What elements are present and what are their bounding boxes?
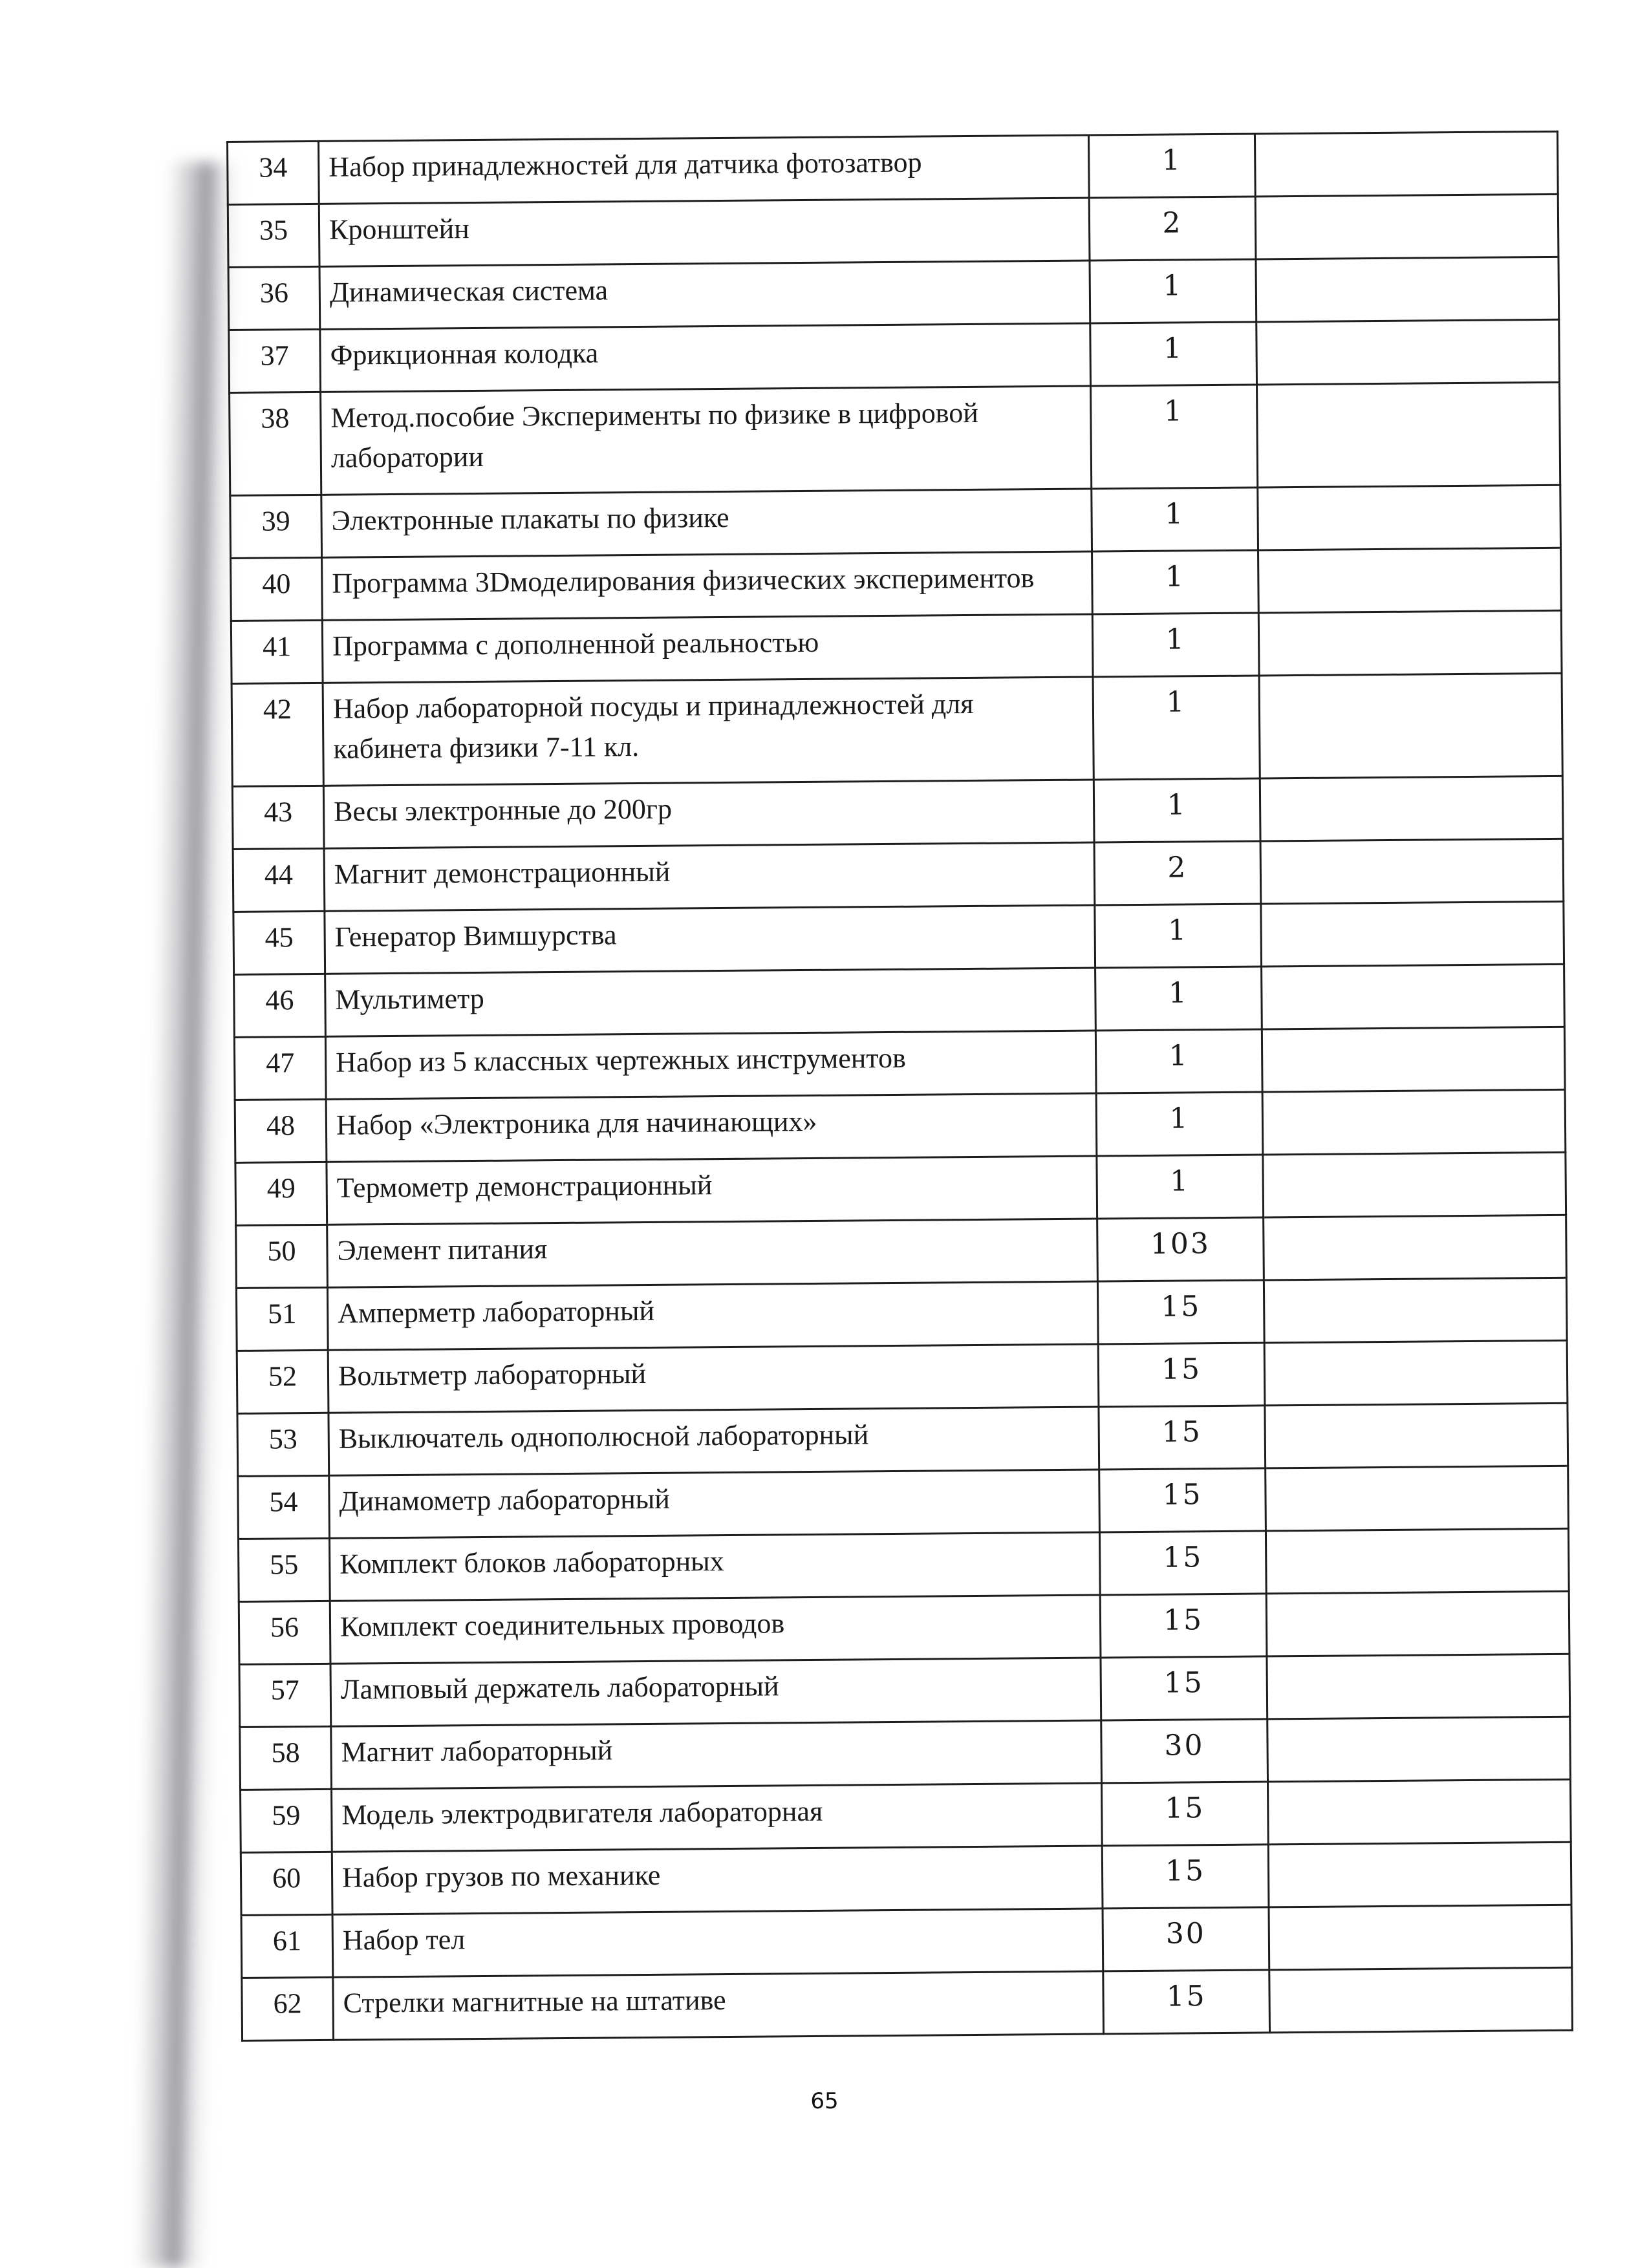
row-number-cell: 56 [239,1601,330,1664]
item-name-cell: Программа 3Dмоделирования физических экспериментов [322,551,1093,620]
row-number-cell: 40 [231,557,323,621]
table-row [229,319,1560,392]
table-row [230,382,1560,495]
note-cell [1260,839,1564,904]
quantity-cell: 1 [1090,259,1256,323]
note-cell [1259,673,1562,778]
item-name-cell: Ламповый держатель лабораторный [330,1658,1101,1726]
item-name-cell: Модель электродвигателя лабораторная [332,1783,1103,1852]
quantity-cell: 2 [1094,841,1261,905]
row-number-cell: 57 [239,1664,331,1727]
item-name-cell: Магнит демонстрационный [324,842,1095,911]
item-name-cell: Генератор Вимшурства [325,905,1095,974]
quantity-cell: 1 [1096,1092,1263,1156]
item-name-cell: Элемент питания [327,1219,1098,1287]
table-row [242,1967,1573,2040]
quantity-cell: 30 [1103,1907,1269,1971]
row-number-cell: 62 [242,1977,334,2040]
table-row [231,610,1562,683]
quantity-cell: 15 [1099,1468,1266,1532]
item-name-cell: Набор лабораторной посуды и принадлежностей для кабинета физики 7-11 кл. [323,677,1094,786]
quantity-cell: 103 [1097,1217,1264,1281]
quantity-cell: 15 [1099,1531,1266,1595]
item-name-cell: Электронные плакаты по физике [321,489,1092,557]
note-cell [1264,1340,1568,1406]
note-cell [1258,610,1562,676]
row-number-cell: 42 [232,683,323,786]
table-row [239,1654,1570,1727]
item-name-cell: Метод.пособие Эксперименты по физике в цифровой лаборатории [321,386,1092,495]
table-row [230,485,1561,558]
note-cell [1267,1654,1570,1719]
row-number-cell: 35 [228,204,319,267]
item-name-cell: Вольтметр лабораторный [328,1344,1099,1413]
item-name-cell: Весы электронные до 200гр [323,780,1094,848]
table-row [240,1717,1571,1790]
item-name-cell: Выключатель однополюсной лабораторный [329,1407,1099,1475]
table-row [233,839,1564,912]
row-number-cell: 51 [236,1287,328,1351]
row-number-cell: 61 [241,1914,333,1978]
item-name-cell: Магнит лабораторный [331,1720,1102,1789]
quantity-cell: 1 [1095,904,1262,968]
table-row [232,673,1562,786]
table-row [228,257,1559,330]
quantity-cell: 1 [1092,613,1259,677]
note-cell [1269,1967,1573,2033]
note-cell [1255,194,1558,259]
quantity-cell: 15 [1101,1782,1268,1846]
note-cell [1268,1842,1571,1907]
quantity-cell: 1 [1097,1155,1264,1219]
row-number-cell: 36 [228,266,320,330]
table-row [241,1842,1571,1915]
note-cell [1260,776,1563,841]
table-row [233,901,1564,974]
row-number-cell: 60 [241,1852,332,1915]
table-row [228,131,1558,204]
quantity-cell: 1 [1092,550,1259,614]
item-name-cell: Комплект соединительных проводов [330,1595,1101,1664]
row-number-cell: 53 [237,1413,329,1476]
document-page [226,131,1573,2042]
note-cell [1256,319,1560,385]
row-number-cell: 49 [235,1162,327,1225]
table-row [235,1089,1566,1162]
row-number-cell: 44 [233,848,325,912]
item-name-cell: Стрелки магнитные на штативе [333,1971,1104,2040]
item-name-cell: Динамометр лабораторный [329,1470,1100,1538]
item-name-cell: Набор тел [332,1909,1103,1977]
quantity-cell: 1 [1088,134,1255,198]
table-row [231,548,1562,621]
table-row [234,964,1565,1037]
note-cell [1258,485,1561,550]
table-row [236,1278,1567,1351]
table-row [241,1905,1572,1978]
note-cell [1262,1089,1566,1155]
item-name-cell: Термометр демонстрационный [327,1156,1097,1225]
item-name-cell: Амперметр лабораторный [327,1281,1098,1350]
item-name-cell: Набор из 5 классных чертежных инструментов [325,1031,1096,1099]
row-number-cell: 46 [234,974,326,1037]
quantity-cell: 1 [1095,967,1262,1031]
row-number-cell: 48 [235,1099,327,1162]
quantity-cell: 1 [1094,778,1260,842]
note-cell [1261,901,1564,967]
note-cell [1258,548,1562,613]
quantity-cell: 2 [1089,197,1256,261]
note-cell [1264,1215,1567,1280]
row-number-cell: 59 [241,1789,332,1852]
quantity-cell: 15 [1100,1594,1267,1658]
table-row [234,1027,1565,1100]
row-number-cell: 45 [233,911,325,974]
table-row [228,194,1558,267]
row-number-cell: 38 [230,392,321,495]
note-cell [1269,1905,1572,1970]
item-name-cell: Фрикционная колодка [320,323,1091,392]
item-name-cell: Динамическая система [319,261,1090,329]
table-row [236,1215,1567,1288]
table-row [238,1528,1569,1601]
note-cell [1262,1027,1565,1092]
quantity-cell: 1 [1091,385,1258,489]
equipment-table-body [228,131,1573,2040]
table-row [232,776,1563,849]
quantity-cell: 1 [1090,322,1257,386]
item-name-cell: Набор грузов по механике [332,1846,1103,1914]
note-cell [1257,382,1560,487]
quantity-cell: 15 [1099,1406,1266,1470]
note-cell [1263,1152,1566,1217]
table-row [239,1591,1569,1664]
note-cell [1267,1717,1571,1782]
note-cell [1255,131,1558,197]
row-number-cell: 34 [228,141,319,204]
note-cell [1266,1466,1569,1531]
table-row [235,1152,1566,1225]
table-row [237,1403,1568,1476]
note-cell [1266,1591,1569,1656]
note-cell [1267,1779,1571,1845]
note-cell [1265,1403,1568,1468]
row-number-cell: 54 [238,1475,330,1539]
quantity-cell: 1 [1092,487,1258,551]
item-name-cell: Программа с дополненной реальностью [322,614,1093,683]
quantity-cell: 15 [1102,1845,1269,1909]
row-number-cell: 39 [230,495,322,558]
quantity-cell: 15 [1103,1970,1270,2034]
note-cell [1266,1528,1569,1594]
row-number-cell: 41 [231,620,323,683]
row-number-cell: 58 [240,1726,332,1790]
quantity-cell: 30 [1101,1719,1268,1783]
note-cell [1262,964,1565,1029]
page-number: 65 [810,2088,839,2114]
item-name-cell: Кронштейн [319,198,1090,266]
row-number-cell: 43 [232,786,324,849]
row-number-cell: 37 [229,329,321,392]
row-number-cell: 47 [234,1036,326,1100]
item-name-cell: Комплект блоков лабораторных [329,1532,1100,1601]
equipment-table [226,131,1573,2042]
note-cell [1256,257,1559,322]
row-number-cell: 55 [238,1538,330,1601]
quantity-cell: 1 [1093,676,1260,780]
quantity-cell: 1 [1095,1029,1262,1093]
row-number-cell: 50 [236,1225,328,1288]
table-row [241,1779,1571,1852]
scan-binding-shadow [135,162,239,2268]
item-name-cell: Мультиметр [325,968,1096,1036]
quantity-cell: 15 [1097,1280,1264,1344]
row-number-cell: 52 [237,1350,329,1413]
item-name-cell: Набор принадлежностей для датчика фотозатвор [319,135,1090,204]
item-name-cell: Набор «Электроника для начинающих» [326,1093,1097,1162]
quantity-cell: 15 [1101,1656,1267,1720]
table-row [238,1466,1569,1539]
table-row [237,1340,1568,1413]
quantity-cell: 15 [1098,1343,1265,1407]
note-cell [1264,1278,1567,1343]
